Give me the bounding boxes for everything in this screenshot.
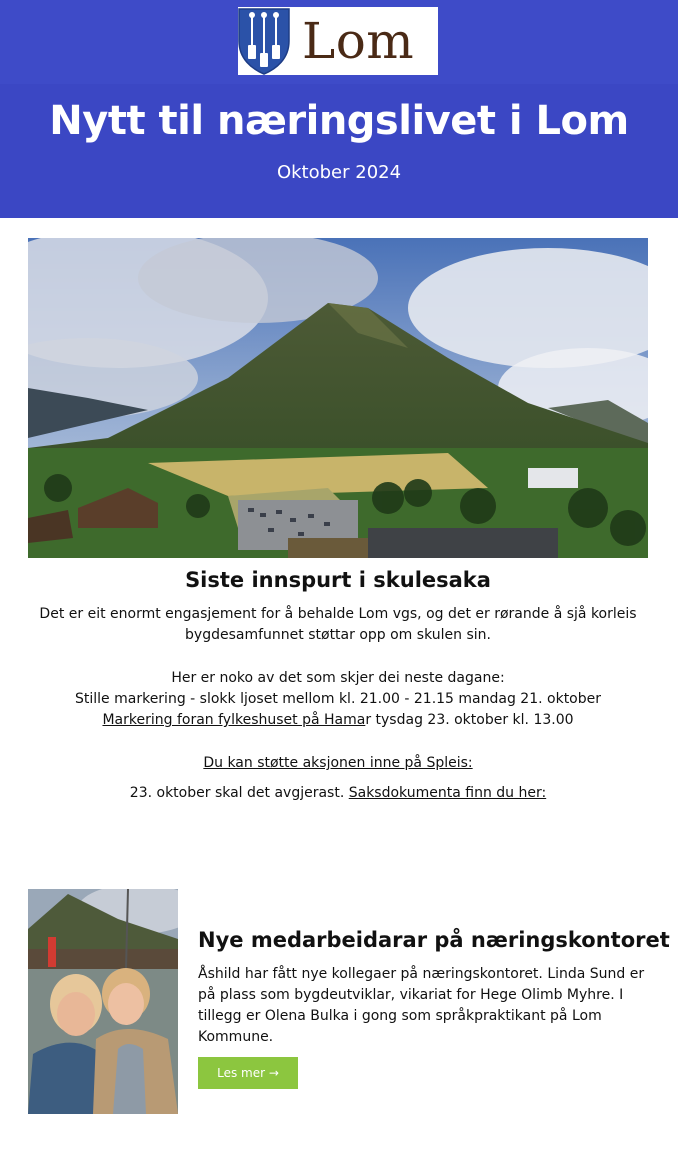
coat-of-arms-icon [238, 7, 290, 75]
events-intro: Her er noko av det som skjer dei neste dagane: [171, 670, 505, 686]
logo-text: Lom [302, 12, 415, 70]
article-skulesaka [28, 568, 648, 804]
article-body: Åshild har fått nye kollegaer på næringskontoret. Linda Sund er på plass som bygdeutviklar, vikariat for Hege Olimb Myhre. I tillegg er Olena Bulka i gong som språkpraktikant på Lom Kommune. [198, 966, 645, 1045]
decision-text: 23. oktober skal det avgjerast. [129, 785, 349, 801]
two-women-photo [28, 889, 178, 1114]
decision-line [28, 783, 648, 804]
event-silent-marking: Stille markering - slokk ljoset mellom kl. 21.00 - 21.15 mandag 21. oktober [75, 691, 601, 707]
documents-link[interactable]: Saksdokumenta finn du her: [348, 785, 547, 801]
article-new-staff [198, 928, 670, 1089]
lom-logo[interactable] [238, 7, 438, 75]
hamar-marking-link[interactable]: Markering foran fylkeshuset på Hama [102, 712, 366, 728]
article-heading: Siste innspurt i skulesaka [185, 568, 491, 592]
newsletter-header [0, 0, 678, 218]
mountain-landscape-image [28, 238, 648, 558]
logo-band [0, 0, 678, 84]
spleis-link[interactable]: Du kan støtte aksjonen inne på Spleis: [203, 755, 473, 771]
newsletter-date: Oktober 2024 [276, 162, 402, 183]
spleis-line [28, 753, 648, 774]
newsletter-title: Nytt til næringslivet i Lom [49, 98, 629, 144]
read-more-button[interactable]: Les mer → [198, 1057, 298, 1089]
staff-photo [28, 889, 178, 1114]
article-heading: Nye medarbeidarar på næringskontoret [198, 928, 670, 952]
event-hamar-time: r tysdag 23. oktober kl. 13.00 [365, 712, 574, 728]
article-intro: Det er eit enormt engasjement for å behalde Lom vgs, og det er rørande å sjå korleis bygdesamfunnet støttar opp om skulen sin. [39, 606, 637, 643]
hero-image [28, 238, 648, 558]
event-hamar [28, 710, 648, 731]
